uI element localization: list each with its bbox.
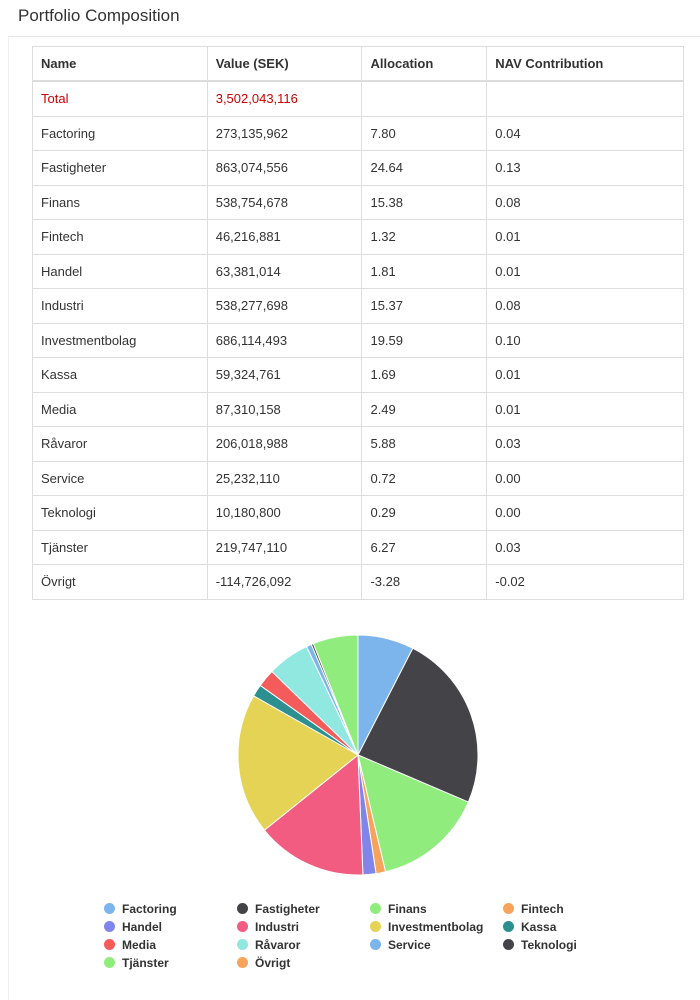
row-nav-contribution: 0.04 <box>487 116 684 151</box>
legend-label: Råvaror <box>255 937 301 952</box>
row-allocation: 15.38 <box>362 185 487 220</box>
row-name: Teknologi <box>33 496 208 531</box>
legend-swatch-icon <box>370 903 381 914</box>
legend-item[interactable] <box>503 918 636 935</box>
row-value: -114,726,092 <box>207 565 362 600</box>
row-value: 686,114,493 <box>207 323 362 358</box>
legend-item[interactable] <box>104 936 237 953</box>
table-row <box>33 530 684 565</box>
legend-swatch-icon <box>104 939 115 950</box>
row-nav-contribution: 0.01 <box>487 392 684 427</box>
table-row <box>33 565 684 600</box>
composition-table <box>32 46 684 600</box>
table-row <box>33 220 684 255</box>
legend-item[interactable] <box>237 954 370 971</box>
legend-item[interactable] <box>237 918 370 935</box>
table-row <box>33 323 684 358</box>
legend-swatch-icon <box>370 921 381 932</box>
table-row <box>33 289 684 324</box>
row-name: Fastigheter <box>33 151 208 186</box>
legend-item[interactable] <box>503 936 636 953</box>
header-name[interactable]: Name <box>33 47 208 82</box>
row-allocation: 15.37 <box>362 289 487 324</box>
row-nav-contribution: 0.13 <box>487 151 684 186</box>
legend-item[interactable] <box>104 900 237 917</box>
row-nav-contribution: 0.03 <box>487 530 684 565</box>
legend-swatch-icon <box>503 939 514 950</box>
legend-label: Investmentbolag <box>388 919 484 934</box>
row-value: 538,754,678 <box>207 185 362 220</box>
row-name: Fintech <box>33 220 208 255</box>
legend-label: Tjänster <box>122 955 169 970</box>
total-allocation <box>362 81 487 116</box>
table-row <box>33 496 684 531</box>
total-nav <box>487 81 684 116</box>
header-allocation[interactable]: Allocation <box>362 47 487 82</box>
row-name: Kassa <box>33 358 208 393</box>
row-value: 538,277,698 <box>207 289 362 324</box>
row-nav-contribution: 0.01 <box>487 254 684 289</box>
row-nav-contribution: 0.00 <box>487 461 684 496</box>
legend-label: Factoring <box>122 901 177 916</box>
row-nav-contribution: -0.02 <box>487 565 684 600</box>
legend-label: Handel <box>122 919 163 934</box>
row-allocation: 1.69 <box>362 358 487 393</box>
legend-item[interactable] <box>237 936 370 953</box>
legend-swatch-icon <box>370 939 381 950</box>
row-value: 25,232,110 <box>207 461 362 496</box>
row-name: Factoring <box>33 116 208 151</box>
legend-label: Industri <box>255 919 299 934</box>
row-name: Media <box>33 392 208 427</box>
table-row <box>33 427 684 462</box>
row-allocation: 2.49 <box>362 392 487 427</box>
legend-label: Fintech <box>521 901 564 916</box>
table-row <box>33 185 684 220</box>
row-allocation: 5.88 <box>362 427 487 462</box>
table-row <box>33 254 684 289</box>
row-nav-contribution: 0.08 <box>487 185 684 220</box>
legend-item[interactable] <box>237 900 370 917</box>
row-name: Tjänster <box>33 530 208 565</box>
row-nav-contribution: 0.10 <box>487 323 684 358</box>
row-allocation: -3.28 <box>362 565 487 600</box>
row-name: Råvaror <box>33 427 208 462</box>
row-nav-contribution: 0.01 <box>487 358 684 393</box>
row-name: Industri <box>33 289 208 324</box>
table-row <box>33 392 684 427</box>
row-name: Övrigt <box>33 565 208 600</box>
total-name: Total <box>33 81 208 116</box>
total-value: 3,502,043,116 <box>207 81 362 116</box>
legend-item[interactable] <box>370 918 503 935</box>
legend-label: Fastigheter <box>255 901 320 916</box>
row-allocation: 7.80 <box>362 116 487 151</box>
row-value: 273,135,962 <box>207 116 362 151</box>
header-value[interactable]: Value (SEK) <box>207 47 362 82</box>
legend-swatch-icon <box>237 939 248 950</box>
page-title: Portfolio Composition <box>18 6 180 25</box>
row-allocation: 19.59 <box>362 323 487 358</box>
row-value: 87,310,158 <box>207 392 362 427</box>
legend-label: Kassa <box>521 919 557 934</box>
row-value: 46,216,881 <box>207 220 362 255</box>
legend-swatch-icon <box>237 957 248 968</box>
legend-swatch-icon <box>104 903 115 914</box>
legend-swatch-icon <box>503 921 514 932</box>
legend-swatch-icon <box>104 957 115 968</box>
legend-item[interactable] <box>370 936 503 953</box>
legend-item[interactable] <box>104 918 237 935</box>
row-allocation: 0.29 <box>362 496 487 531</box>
row-value: 219,747,110 <box>207 530 362 565</box>
chart-legend <box>104 900 664 971</box>
legend-swatch-icon <box>104 921 115 932</box>
legend-label: Service <box>388 937 431 952</box>
legend-label: Finans <box>388 901 427 916</box>
row-name: Service <box>33 461 208 496</box>
row-allocation: 1.81 <box>362 254 487 289</box>
row-name: Finans <box>33 185 208 220</box>
legend-swatch-icon <box>237 903 248 914</box>
legend-label: Övrigt <box>255 955 291 970</box>
row-allocation: 6.27 <box>362 530 487 565</box>
row-allocation: 1.32 <box>362 220 487 255</box>
legend-label: Teknologi <box>521 937 577 952</box>
row-name: Handel <box>33 254 208 289</box>
row-nav-contribution: 0.01 <box>487 220 684 255</box>
row-value: 63,381,014 <box>207 254 362 289</box>
row-nav-contribution: 0.00 <box>487 496 684 531</box>
row-value: 59,324,761 <box>207 358 362 393</box>
row-allocation: 0.72 <box>362 461 487 496</box>
table-row <box>33 116 684 151</box>
row-value: 206,018,988 <box>207 427 362 462</box>
legend-item[interactable] <box>370 900 503 917</box>
legend-label: Media <box>122 937 157 952</box>
row-value: 10,180,800 <box>207 496 362 531</box>
legend-item[interactable] <box>104 954 237 971</box>
row-name: Investmentbolag <box>33 323 208 358</box>
row-nav-contribution: 0.03 <box>487 427 684 462</box>
legend-swatch-icon <box>503 903 514 914</box>
header-nav-contribution[interactable]: NAV Contribution <box>487 47 684 82</box>
total-row <box>33 81 684 116</box>
table-row <box>33 151 684 186</box>
table-row <box>33 358 684 393</box>
row-nav-contribution: 0.08 <box>487 289 684 324</box>
table-row <box>33 461 684 496</box>
row-allocation: 24.64 <box>362 151 487 186</box>
allocation-pie-chart <box>0 600 700 900</box>
row-value: 863,074,556 <box>207 151 362 186</box>
legend-swatch-icon <box>237 921 248 932</box>
table-header-row <box>33 47 684 82</box>
legend-item[interactable] <box>503 900 636 917</box>
